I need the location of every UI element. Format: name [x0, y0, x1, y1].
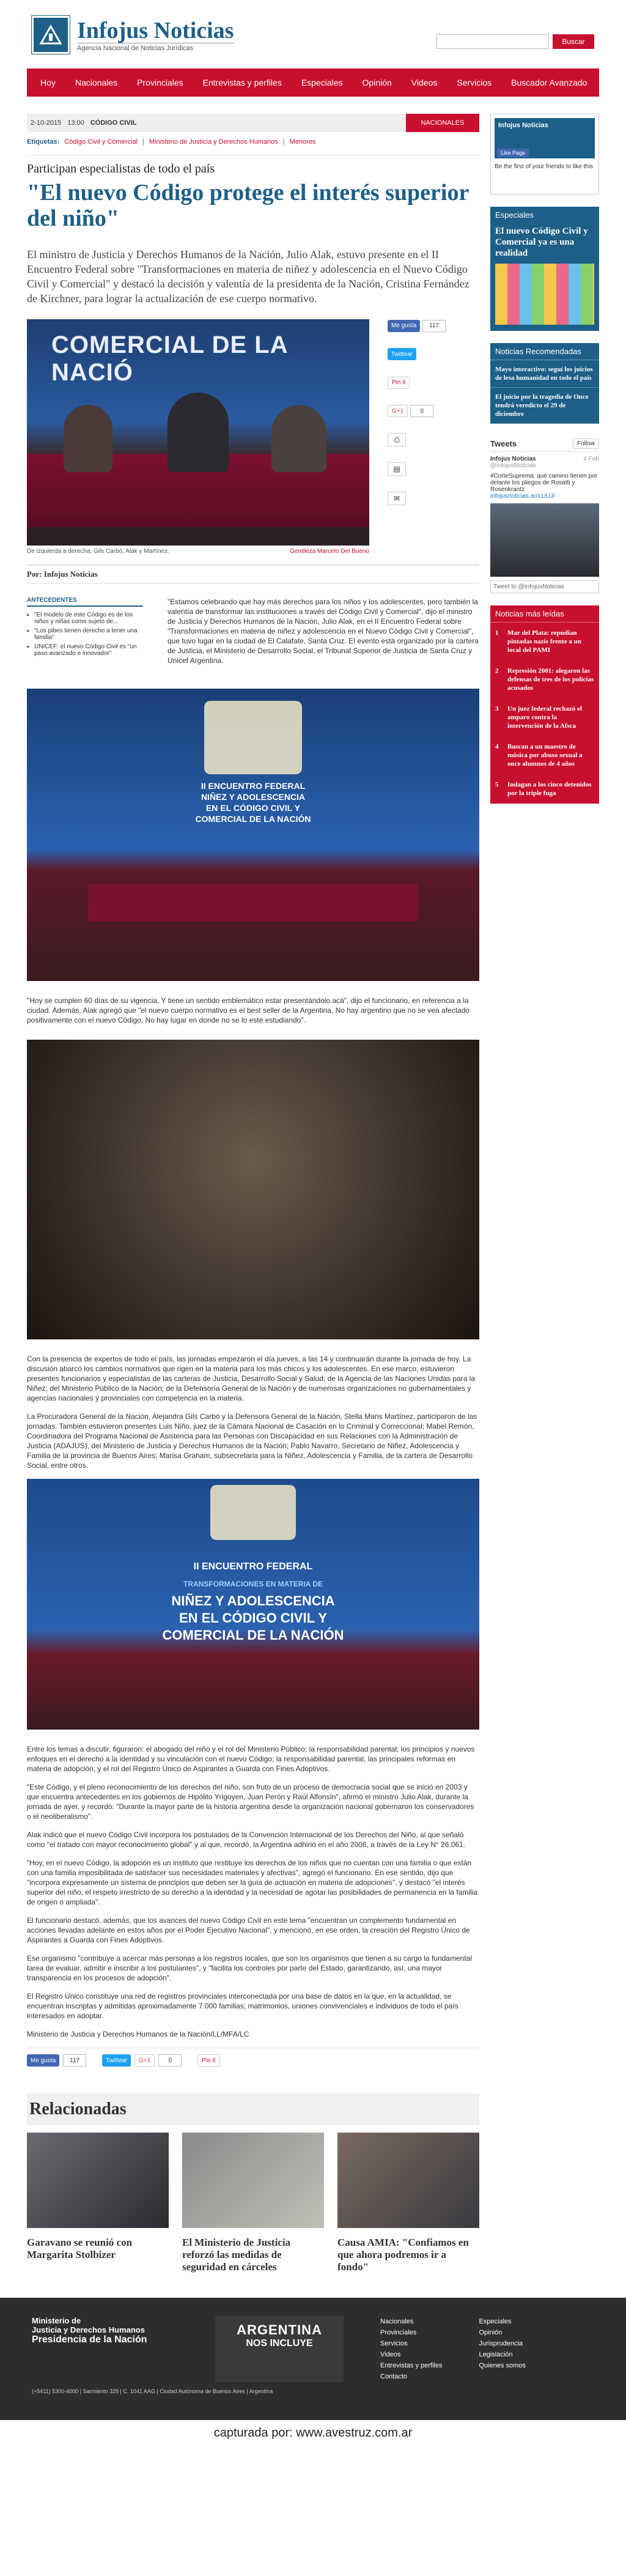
audience-photo [27, 1040, 479, 1339]
article-paragraph: "Hoy se cumplen 60 días de su vigencia. Y tiene un sentido emblemático estar presentándolo acá", dijo el funcionario, en referencia a la ciudad. Además, Alak agregó que "el nuevo cuerpo normativo es el best seller de la Argentina. No hay argentino que no se vea afectado positivamente con el nuevo Código. No hay lugar en donde no se lo esté estudiando". [27, 996, 470, 1024]
nav-item-servicios[interactable]: Servicios [457, 78, 492, 87]
nav-item-buscador[interactable]: Buscador Avanzado [511, 78, 587, 87]
fb-like-button[interactable]: Me gusta [27, 2054, 59, 2067]
twitter-follow-button[interactable]: Follow [573, 439, 599, 449]
tags-label: Etiquetas: [27, 138, 60, 146]
tag-link[interactable]: Código Civil y Comercial [64, 138, 138, 146]
share-column [388, 319, 467, 555]
especiales-head: Especiales [490, 207, 599, 223]
related-item[interactable] [182, 2133, 324, 2273]
related-title: Relacionadas [27, 2093, 479, 2125]
event-sign-line: II ENCUENTRO FEDERAL [193, 1561, 313, 1572]
nav-item-especiales[interactable]: Especiales [301, 78, 343, 87]
related-image [27, 2133, 169, 2228]
event-sign-line: II ENCUENTRO FEDERAL [201, 781, 306, 791]
most-read-item[interactable]: 4 Buscan a un maestro de música por abuso sexual a once alumnos de 4 años [490, 736, 599, 774]
tweet-to-box[interactable]: Tweet to @InfojusNoticias [490, 580, 599, 593]
especiales-image [495, 264, 594, 325]
footer-link[interactable]: Opinión [479, 2329, 503, 2336]
event-banner-text: COMERCIAL DE LA NACIÓ [51, 331, 288, 386]
antecedentes-title: ANTECEDENTES [27, 597, 143, 607]
article-meta [27, 114, 479, 132]
nav-item-opinion[interactable]: Opinión [362, 78, 392, 87]
most-read-head: Noticias más leídas [490, 605, 599, 623]
most-read-link[interactable]: Mar del Plata: repudian pintadas nazis frente a un local del PAMI [507, 629, 581, 654]
tweet-date: 4 Feb [583, 456, 599, 462]
fb-count: 117 [422, 320, 446, 332]
related-image [182, 2133, 324, 2228]
article-paragraph: "Este Código, y el pleno reconocimiento de los derechos del niño, son fruto de un proceso de democracia social que se inició en 2003 y que encuentra antecedentes en los gobiernos de Hipólito Yrigoyen, Juan Perón y Raúl Alfonsín", afirmó el ministro Julio Alak, durante la jornada de ayer, y recordó: "Durante la mayor parte de la historia argentina desde la organización nacional gobernaron los conservadores o el neoliberalismo". [27, 1783, 474, 1821]
event-sign-line: EN EL CÓDIGO CIVIL Y [179, 1610, 328, 1626]
article-section[interactable]: CÓDIGO CIVIL [90, 119, 137, 127]
nav-item-provinciales[interactable]: Provinciales [137, 78, 183, 87]
most-read-item[interactable]: 1 Mar del Plata: repudian pintadas nazis frente a un local del PAMI [490, 623, 599, 661]
event-photo-2 [27, 1479, 479, 1730]
fb-page-title[interactable]: Infojus Noticias [498, 122, 548, 129]
related-image [337, 2133, 479, 2228]
pin-button[interactable]: Pin it [388, 377, 410, 389]
site-footer [0, 2298, 626, 2420]
most-read-item[interactable]: 5 Indagan a los cinco detenidos por la triple fuga [490, 774, 599, 804]
recommended-item[interactable]: El juicio por la tragedia de Once tendrá veredicto el 29 de diciembre [490, 388, 599, 424]
tags-row: Etiquetas: Código Civil y Comercial | Ministerio de Justicia y Derechos Humanos | Menores [27, 138, 316, 146]
search-input[interactable] [436, 34, 549, 49]
article-paragraph: El Registro Único constituye una red de registros provinciales interconectada por una base de datos en la que, en la actualidad, se encuentran inscriptas y admitidas aproximadamente 7.000 familias; matrimonios, uniones convivenciales e individuos de todo el país interesados en adoptar. [27, 1992, 458, 2020]
footer-link[interactable]: Videos [380, 2351, 401, 2358]
photo-credit: Gentileza Marcelo Del Bueno [289, 548, 369, 555]
article-paragraph: Entre los temas a discutir, figuraron: el abogado del niño y el rol del Ministerio Público; la responsabilidad parental; los principios y nuevos enfoques en el derecho a la identidad y su vinculación con el nuevo Código; la responsabilidad parental, las principales reformas en materia de adopción; y el rol del Registro Único de Aspirantes a Guarda con Fines Adoptivos. [27, 1745, 475, 1773]
tweet-link[interactable]: infojusnoticias.ar/x1/UJ/ [490, 493, 555, 500]
article-paragraph: Ese organismo "contribuye a acercar más personas a los registros locales, que son los organismos que tienen a su cargo la fundamental tarea de evaluar, admitir e inscribir a los postulantes", y "facilita los controles por parte del Estado, garantizando, así, una mayor transparencia en los procesos de adopción". [27, 1954, 472, 1982]
nav-item-hoy[interactable]: Hoy [40, 78, 56, 87]
related-title-link[interactable]: El Ministerio de Justicia reforzó las medidas de seguridad en cárceles [182, 2237, 291, 2273]
tag-link[interactable]: Ministerio de Justicia y Derechos Humanos [149, 138, 278, 146]
footer-link[interactable]: Especiales [479, 2318, 512, 2325]
tweet-text: #CorteSuprema: qué camino tienen por delante los pliegos de Rosatti y Rosenkrantz [490, 473, 598, 493]
ministry-line: Ministerio de [32, 2316, 81, 2325]
footer-link[interactable]: Legislación [479, 2351, 513, 2358]
twitter-widget [490, 436, 599, 593]
related-title-link[interactable]: Causa AMIA: "Confiamos en que ahora podremos ir a fondo" [337, 2237, 469, 2273]
most-read-item[interactable]: 3 Un juez federal rechazó el amparo contra la intervención de la Afsca [490, 698, 599, 736]
facebook-widget [490, 114, 599, 194]
search-button[interactable]: Buscar [553, 34, 594, 49]
article-title: "El nuevo Código protege el interés superior del niño" [27, 180, 469, 231]
page [13, 0, 613, 2273]
search-form [436, 34, 594, 49]
main-photo [27, 319, 369, 546]
tweet-button[interactable]: Twittear [388, 348, 416, 360]
article-paragraph: El funcionario destacó, además, que los avances del nuevo Código Civil en este tema "encuentran un complemento fundamental en acciones llevadas adelante en estos años por el Poder Ejecutivo Nacional", y mencionó, en ese orden, la creación del Registro Único de Aspirantes a Guarda con Fines Adoptivos. [27, 1916, 470, 1944]
logo-title: Infojus Noticias [77, 17, 234, 43]
article-paragraph: "Estamos celebrando que hay más derechos para los niños y los adolescentes, pero también la valentía de transformar las instituciones a través del Código Civil y Comercial", dijo el ministro de Justicia y Derechos Humanos de la Nación, Julio Alak, en el II Encuentro Federal sobre "Transformaciones en materia de niñez y adolescencia en el Nuevo Código Civil y Comercial", que tuvo lugar en la ciudad de El Calafate, Santa Cruz. El evento está organizado por la cartera de Justicia, el Ministerio de Desarrollo Social, el Tribunal Superior de Justicia de Santa Cruz y Unicef Argentina. [168, 598, 479, 665]
tweet-image [490, 503, 599, 577]
article-lead: El ministro de Justicia y Derechos Humanos de la Nación, Julio Alak, estuvo presente en el II Encuentro Federal sobre "Transformaciones en materia de niñez y adolescencia en el Nuevo Código Civil y Comercial" y destacó la decisión y valentía de la presidenta de la Nación, Cristina Fernández de Kirchner, para lograr la actualización de ese cuerpo normativo. [27, 248, 470, 305]
footer-link[interactable]: Quienes somos [479, 2362, 526, 2369]
tweet-button[interactable]: Twittear [102, 2054, 131, 2067]
ministry-line: Justicia y Derechos Humanos [32, 2325, 145, 2334]
mail-icon[interactable]: ✉ [388, 492, 406, 505]
recommended-item[interactable]: Mayo interactivo: seguí los juicios de lesa humanidad en todo el país [490, 360, 599, 388]
fb-count: 117 [63, 2054, 86, 2067]
byline: Por: Infojus Noticias [27, 564, 479, 583]
site-logo[interactable] [32, 16, 234, 54]
ministry-line: Presidencia de la Nación [32, 2334, 147, 2345]
fb-friends-text: Be the first of your friends to like this [495, 163, 594, 170]
gplus-button[interactable]: G+1 [388, 405, 408, 417]
print-icon[interactable]: ⎙ [388, 433, 406, 446]
article-paragraph: La Procuradora General de la Nación, Alejandra Gils Carbó y la Defensora General de la Nación, Stella Maris Martínez, participaron de las jornadas. También estuvieron presentes Luis Niño, juez de la Cámara Nacional de Casación en lo Criminal y Correccional; Mabel Remón, Coordinadora del Programa Nacional de Asistencia para las Personas con Discapacidad en sus Relaciones con la Administración de Justicia (ADAJUS), del Ministerio de Justicia y Derechos Humanos de la Nación; Pablo Navarro, Secretario de Niñez, Adolescencia y Familia de la provincia de Buenos Aires; Marisa Graham, subsecretaria para la Niñez, Adolescencia y Familia, de la cartera de Desarrollo Social, entre otros. [27, 1412, 477, 1470]
gplus-count: 0 [410, 405, 433, 417]
ministry-logo[interactable] [32, 2316, 179, 2382]
tweet-handle: @infojusNoticias [490, 462, 536, 469]
argentina-nos-incluye-logo [215, 2316, 344, 2382]
event-sign-line: NIÑEZ Y ADOLESCENCIA [171, 1593, 335, 1608]
fb-like-page-button[interactable]: Like Page [497, 149, 529, 157]
event-sign-line: NIÑEZ Y ADOLESCENCIA [201, 792, 306, 802]
footer-address: (+5411) 5300-4000 | Sarmiento 329 | C. 1041 AAG | Ciudad Autónoma de Buenos Aires | Argentina [32, 2388, 273, 2394]
tweet [490, 452, 599, 580]
especiales-box[interactable] [490, 207, 599, 331]
recommended-head: Noticias Recomendadas [490, 343, 599, 360]
related-title-link[interactable]: Garavano se reunió con Margarita Stolbizer [27, 2237, 133, 2260]
gplus-button[interactable]: G+1 [134, 2054, 155, 2067]
nav-item-entrevistas[interactable]: Entrevistas y perfiles [202, 78, 282, 87]
related-item[interactable] [27, 2133, 169, 2273]
footer-link[interactable]: Provinciales [380, 2329, 417, 2336]
nav-item-nacionales[interactable]: Nacionales [75, 78, 118, 87]
main-nav [27, 68, 599, 97]
nos-line: ARGENTINA [237, 2322, 322, 2337]
tweet-user[interactable]: Infojus Noticias [490, 456, 536, 462]
logo-subtitle: Agencia Nacional de Noticias Jurídicas [77, 43, 234, 52]
article-paragraph: Alak indicó que el nuevo Código Civil incorpora los postulados de la Convención Internacional de los Derechos del Niño, al que señaló como "el tratado con mayor reconocimiento global" y al que, recordó, la Argentina adhirió en el año 2006, a través de la Ley N° 26.061. [27, 1830, 466, 1849]
most-read-item[interactable]: 2 Represión 2001: alegaron las defensas de tres de los policías acusados [495, 667, 594, 692]
pdf-icon[interactable]: ▤ [388, 462, 406, 476]
article-date: 2-10-2015 [31, 119, 62, 127]
tag-link[interactable]: Menores [289, 138, 316, 146]
article-paragraph: "Hoy, en el nuevo Código, la adopción es un instituto que restituye los derechos de los niños que no cuentan con una familia o que están con una familia imposibilitada de satisfacer sus necesidades materiales y afectivas", agregó el funcionario. En ese sentido, dijo que "incorpora expresamente un sistema de principios que deben ser la guía de actuación en materia de adopciones", y destacó "el interés superior del niño, el respeto irrestricto de su derecho a la identidad y la necesidad de agotar las posibilidades de permanencia en la familia de origen o ampliada". [27, 1859, 478, 1906]
article-paragraph: Con la presencia de expertos de todo el país, las jornadas empezaron el día jueves, a las 14 y continuarán durante la jornada de hoy. La discusión abarcó los cambios normativos que rigen en la materia para los más chicos y los adolescentes. En ese marco, estuvieron presentes funcionarios y especialistas de las carteras de Justicia, Desarrollo Social y Salud; de la Agencia de las Naciones Unidas para la Niñez; del Ministerio Público de la Nación; de la Defensoría General de la Nación y de numerosas organizaciones no gubernamentales y agencias nacionales y provinciales con competencia en la materia. [27, 1355, 476, 1402]
sidebar [490, 114, 599, 2273]
especiales-text[interactable]: El nuevo Código Civil y Comercial ya es una realidad [495, 226, 588, 258]
event-sign-line: TRANSFORMACIONES EN MATERIA DE [183, 1580, 323, 1588]
most-read-link[interactable]: Indagan a los cinco detenidos por la triple fuga [507, 781, 592, 797]
nos-line: NOS INCLUYE [246, 2338, 313, 2348]
antecedente-link[interactable]: • "Los pibes tienen derecho a tener una familia" [34, 627, 143, 641]
bottom-share-bar [27, 2048, 479, 2067]
footer-link[interactable]: Nacionales [380, 2318, 414, 2325]
event-photo-1 [27, 689, 479, 981]
event-sign-line: COMERCIAL DE LA NACIÓN [195, 814, 311, 824]
antecedente-link[interactable]: • "El modelo de este Código es de los niños y niñas como sujeto de... [34, 612, 143, 625]
antecedente-link[interactable]: • UNICEF: el nuevo Código Civil es "un paso avanzado e innovador" [34, 643, 143, 657]
related-list [27, 2133, 479, 2273]
antecedentes-box [27, 597, 143, 674]
nav-item-videos[interactable]: Videos [411, 78, 438, 87]
most-read-link[interactable]: Represión 2001: alegaron las defensas de tres de los policías acusados [507, 667, 594, 692]
related-item[interactable] [337, 2133, 479, 2273]
tweets-head: Tweets [490, 439, 517, 448]
event-sign-line: EN EL CÓDIGO CIVIL Y [205, 803, 301, 813]
most-read-box [490, 605, 599, 804]
footer-links [380, 2316, 526, 2382]
capture-credit: capturada por: www.avestruz.com.ar [213, 2426, 413, 2440]
logo-mark-icon [32, 16, 70, 54]
article-signature: Ministerio de Justicia y Derechos Humanos de la Nación/LL/MFA/LC [27, 2030, 249, 2038]
article-column [27, 114, 479, 2273]
most-read-link[interactable]: Un juez federal rechazó el amparo contra la intervención de la Afsca [507, 705, 582, 730]
article-time: 13:00 [67, 119, 84, 127]
photo-caption: De izquierda a derecha, Gils Carbó, Alak y Martínez. [27, 548, 169, 555]
fb-like-button[interactable]: Me gusta [388, 320, 420, 332]
footer-link[interactable]: Servicios [380, 2340, 408, 2347]
article-kicker: Participan especialistas de todo el país [27, 155, 479, 176]
scope-badge[interactable]: NACIONALES [406, 114, 479, 132]
site-header [13, 0, 613, 68]
footer-link[interactable]: Contacto [380, 2373, 408, 2380]
most-read-link[interactable]: Buscan a un maestro de música por abuso sexual a once alumnos de 4 años [507, 743, 583, 768]
event-sign-line: COMERCIAL DE LA NACIÓN [162, 1627, 344, 1643]
gplus-count: 0 [158, 2054, 182, 2067]
footer-link[interactable]: Jurisprudencia [479, 2340, 523, 2347]
footer-link[interactable]: Entrevistas y perfiles [380, 2362, 443, 2369]
recommended-box [490, 343, 599, 424]
pin-button[interactable]: Pin it [197, 2054, 219, 2067]
